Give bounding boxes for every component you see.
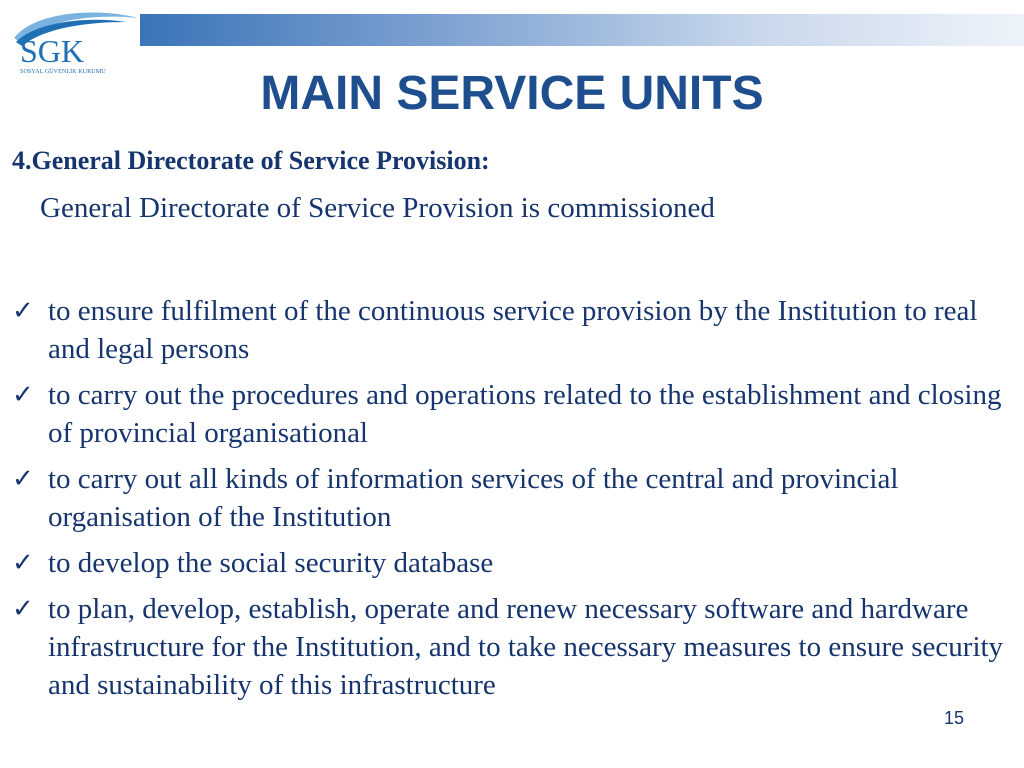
check-icon: ✓ bbox=[12, 548, 34, 578]
bullet-item bbox=[12, 590, 1017, 704]
header-gradient-bar bbox=[140, 14, 1024, 46]
logo-text: SGK bbox=[20, 33, 85, 69]
bullet-text: to carry out all kinds of information services of the central and provincial organisation of the Institution bbox=[48, 463, 899, 533]
bullet-item bbox=[12, 544, 1017, 582]
bullet-item bbox=[12, 292, 1017, 368]
page-number: 15 bbox=[944, 708, 965, 728]
check-icon: ✓ bbox=[12, 464, 34, 494]
bullet-text: to ensure fulfilment of the continuous service provision by the Institution to real and legal persons bbox=[48, 295, 978, 365]
slide-title: MAIN SERVICE UNITS bbox=[260, 67, 764, 120]
intro-text: General Directorate of Service Provision is commissioned bbox=[40, 192, 715, 224]
check-icon: ✓ bbox=[12, 594, 34, 624]
bullet-text: to develop the social security database bbox=[48, 547, 494, 579]
bullet-text: to carry out the procedures and operations related to the establishment and closing of provincial organisational bbox=[48, 379, 1002, 449]
check-icon: ✓ bbox=[12, 380, 34, 410]
logo-subtext: SOSYAL GÜVENLİK KURUMU bbox=[20, 68, 106, 75]
section-heading: 4.General Directorate of Service Provision: bbox=[12, 146, 490, 175]
bullet-list bbox=[12, 292, 1017, 712]
bullet-item bbox=[12, 376, 1017, 452]
bullet-text: to plan, develop, establish, operate and renew necessary software and hardware infrastructure for the Institution, and to take necessary measures to ensure security and sustainability of this infrastructure bbox=[48, 593, 1004, 701]
bullet-item bbox=[12, 460, 1017, 536]
check-icon: ✓ bbox=[12, 296, 34, 326]
